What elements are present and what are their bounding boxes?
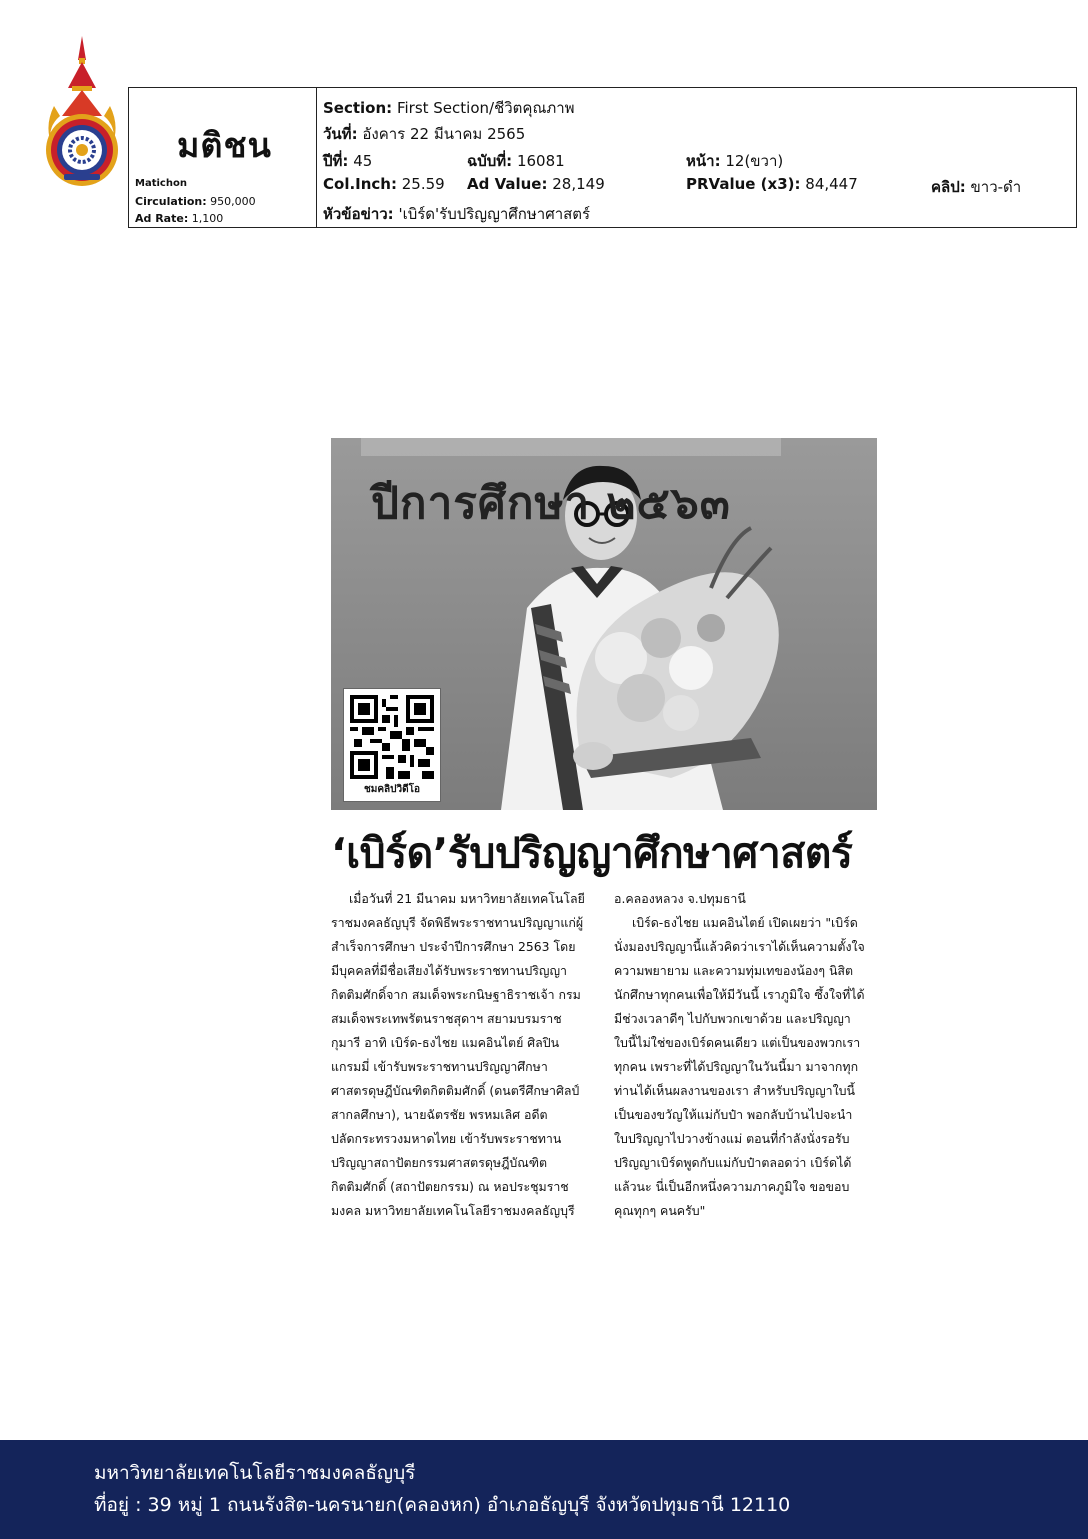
article-line: อ.คลองหลวง จ.ปทุมธานี <box>614 891 746 906</box>
article-line: ราชมงคลธัญบุรี จัดพิธีพระราชทานปริญญาแก่ผู้ <box>331 915 584 930</box>
ad-rate: Ad Rate: 1,100 <box>135 212 224 225</box>
article-line: สมเด็จพระเทพรัตนราชสุดาฯ สยามบรมราช <box>331 1011 562 1026</box>
advalue-field: Ad Value: 28,149 <box>467 175 605 193</box>
article-line: ใบนี้ไม่ใช่ของเบิร์ดคนเดียว แต่เป็นของพวกเรา <box>614 1035 861 1050</box>
article-line: ทุกคน เพราะที่ได้ปริญญาในวันนี้มา มาจากทุก <box>614 1059 859 1074</box>
article-column-2 <box>614 887 878 1223</box>
page-field: หน้า: 12(ขวา) <box>686 152 784 170</box>
article-line: นั่งมองปริญญานี้แล้วคิดว่าเราได้เห็นความตั้งใจ <box>614 939 865 954</box>
year-field: ปีที่: 45 <box>323 152 373 170</box>
article-line: เมื่อวันที่ 21 มีนาคม มหาวิทยาลัยเทคโนโลยี <box>349 891 585 906</box>
article-line: มีบุคคลที่มีชื่อเสียงได้รับพระราชทานปริญญา <box>331 963 567 978</box>
publication-panel <box>129 88 317 227</box>
article-line: ความพยายาม และความทุ่มเทของน้องๆ นิสิต <box>614 963 854 978</box>
date-field: วันที่: อังคาร 22 มีนาคม 2565 <box>323 125 526 143</box>
section-field: Section: First Section/ชีวิตคุณภาพ <box>323 99 575 117</box>
university-logo <box>40 36 124 188</box>
publication-name: มติชน <box>177 126 272 166</box>
footer-bar <box>0 1440 1088 1539</box>
clipping-header <box>128 87 1077 228</box>
article-line: แล้วนะ นี่เป็นอีกหนึ่งความภาคภูมิใจ ขอขอบ <box>614 1179 850 1194</box>
article-line: ปลัดกระทรวงมหาดไทย เข้ารับพระราชทาน <box>331 1131 562 1146</box>
colinch-field: Col.Inch: 25.59 <box>323 175 445 193</box>
circulation: Circulation: 950,000 <box>135 195 256 208</box>
article-headline: ‘เบิร์ด’รับปริญญาศึกษาศาสตร์ <box>331 829 853 877</box>
article-line: ท่านได้เห็นผลงานของเรา สำหรับปริญญาใบนี้ <box>614 1083 856 1098</box>
publication-latin-name: Matichon <box>135 178 187 189</box>
article-line: สากลศึกษา), นายฉัตรชัย พรหมเลิศ อดีต <box>331 1107 548 1122</box>
footer-address: ที่อยู่ : 39 หมู่ 1 ถนนรังสิต-นครนายก(คลองหก) อำเภอธัญบุรี จังหวัดปทุมธานี 12110 <box>94 1494 791 1516</box>
article-column-1 <box>331 887 595 1223</box>
news-photo <box>331 438 877 810</box>
article-line: แกรมมี่ เข้ารับพระราชทานปริญญาศึกษา <box>331 1059 548 1074</box>
clip-field: คลิป: ขาว-ดำ <box>931 178 1022 196</box>
article-line: กิตติมศักดิ์จาก สมเด็จพระกนิษฐาธิราชเจ้า กรม <box>331 987 581 1002</box>
article-line: ปริญญาสถาปัตยกรรมศาสตรดุษฎีบัณฑิต <box>331 1155 548 1170</box>
article-line: กุมารี อาทิ เบิร์ด-ธงไชย แมคอินไตย์ ศิลปิน <box>331 1035 560 1050</box>
footer-university-name: มหาวิทยาลัยเทคโนโลยีราชมงคลธัญบุรี <box>94 1462 416 1484</box>
article-line: ปริญญาเบิร์ดพูดกับแม่กับป๋าตลอดว่า เบิร์ดได้ <box>614 1155 852 1170</box>
article-line: เป็นของขวัญให้แม่กับป๋า พอกลับบ้านไปจะนำ <box>614 1107 853 1122</box>
article-line: กิตติมศักดิ์ (สถาปัตยกรรม) ณ หอประชุมราช <box>331 1179 569 1194</box>
article-line: มีช่วงเวลาดีๆ ไปกับพวกเขาด้วย และปริญญา <box>614 1011 851 1026</box>
article-line: สำเร็จการศึกษา ประจำปีการศึกษา 2563 โดย <box>331 939 576 954</box>
article-line: มงคล มหาวิทยาลัยเทคโนโลยีราชมงคลธัญบุรี <box>331 1203 575 1218</box>
article-line: ใบปริญญาไปวางข้างแม่ ตอนที่กำลังนั่งรอรับ <box>614 1131 850 1146</box>
qr-label: ชมคลิปวิดีโอ <box>363 784 421 795</box>
article-line: เบิร์ด-ธงไชย แมคอินไตย์ เปิดเผยว่า "เบิร์ด <box>632 915 858 930</box>
photo-banner-text: ปีการศึกษา ๒๕๖๓ <box>371 478 731 529</box>
article-line: ศาสตรดุษฎีบัณฑิตกิตติมศักดิ์ (ดนตรีศึกษาศิลป์ <box>331 1083 580 1098</box>
qr-code-icon <box>350 695 434 779</box>
prvalue-field: PRValue (x3): 84,447 <box>686 175 858 193</box>
qr-code[interactable] <box>343 688 441 802</box>
topic-field: หัวข้อข่าว: 'เบิร์ด'รับปริญญาศึกษาศาสตร์ <box>323 205 591 223</box>
issue-field: ฉบับที่: 16081 <box>467 152 565 170</box>
article-line: นักศึกษาทุกคนเพื่อให้มีวันนี้ เราภูมิใจ ซึ้งใจที่ได้ <box>614 987 865 1002</box>
article-line: คุณทุกๆ คนครับ" <box>614 1203 706 1218</box>
